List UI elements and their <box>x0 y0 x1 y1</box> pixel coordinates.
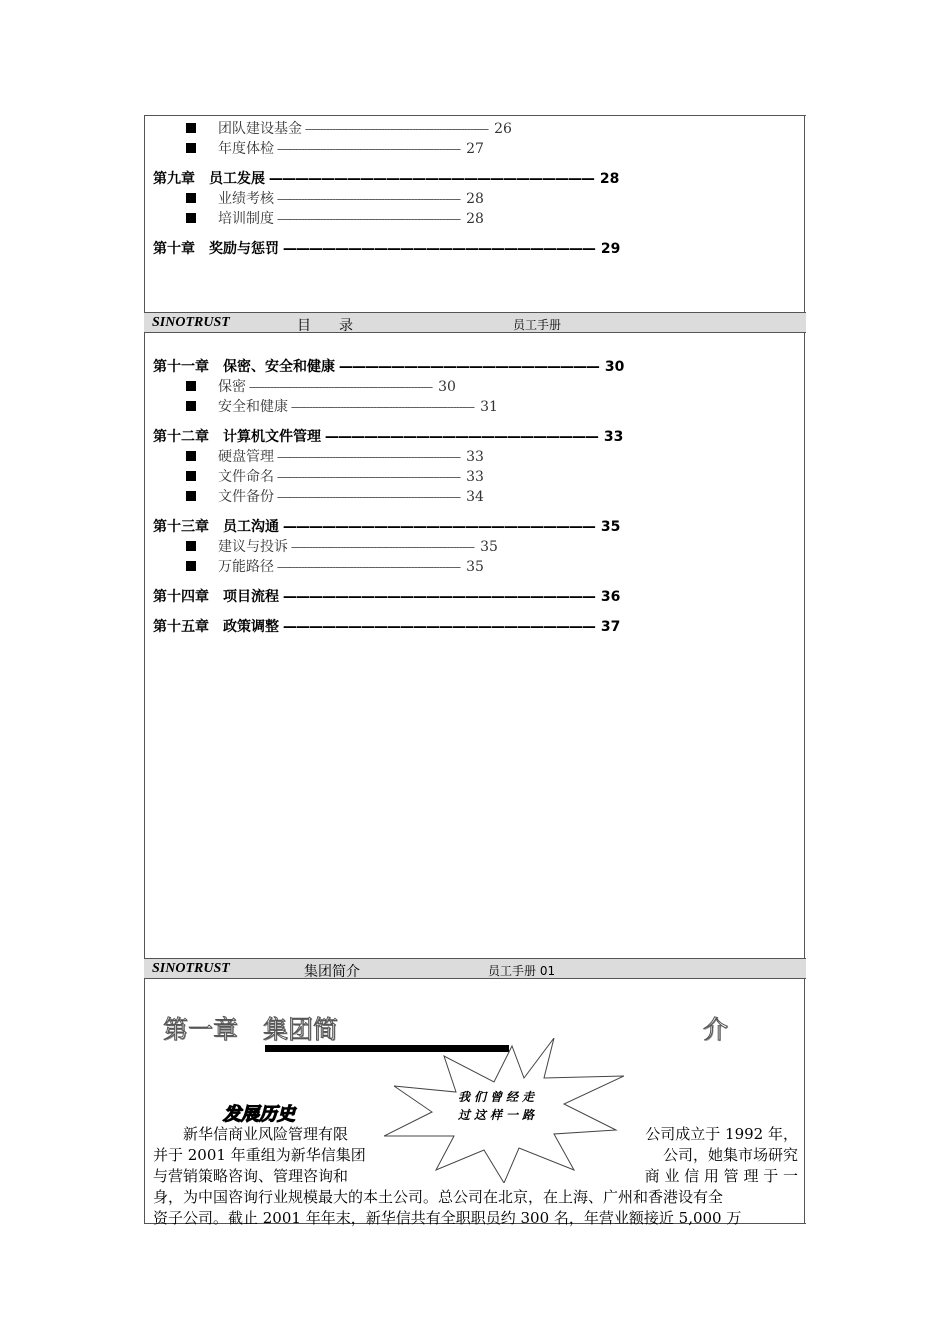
paragraph-text-right: 公司，她集市场研究 <box>662 1146 798 1164</box>
section-label: 目 录 <box>297 318 353 334</box>
square-bullet-icon <box>186 451 196 461</box>
brand-label: SINOTRUST <box>152 961 230 976</box>
page-number: 33 <box>466 469 484 485</box>
page-number: 35 <box>600 519 621 535</box>
paragraph-text: 与营销策略咨询、管理咨询和 <box>153 1167 349 1185</box>
sub-entry-label: 硬盘管理 <box>218 449 274 465</box>
chapter-title: 项目流程 <box>223 589 279 605</box>
toc-chapter-entry[interactable] <box>153 616 653 636</box>
paragraph-text: 身，为中国咨询行业规模最大的本土公司。总公司在北京，在上海、广州和香港设有全 <box>153 1188 724 1206</box>
toc-sub-entry[interactable] <box>186 188 484 208</box>
chapter-title: 员工沟通 <box>223 519 279 535</box>
paragraph-text: 新华信商业风险管理有限 <box>153 1125 349 1143</box>
paragraph-text-right: 公司成立于 1992 年， <box>645 1125 798 1143</box>
page-number: 35 <box>480 539 498 555</box>
chapter-title: 员工发展 <box>209 171 265 187</box>
sub-entry-label: 文件备份 <box>218 489 274 505</box>
chapter-title: 第一章 集团简 <box>163 1015 339 1044</box>
paragraph-text: 并于 2001 年重组为新华信集团 <box>153 1146 366 1164</box>
toc-chapter-entry[interactable] <box>153 168 653 188</box>
page-number: 33 <box>603 429 624 445</box>
sub-entry-label: 培训制度 <box>218 211 274 227</box>
leader-line: ------------------------------------------------------------ <box>288 400 475 414</box>
leader-line: ------------------------------------------------------------ <box>246 380 433 394</box>
chapter-title: 政策调整 <box>223 619 279 635</box>
leader-line: ————————————————————— <box>321 429 598 445</box>
square-bullet-icon <box>186 401 196 411</box>
leader-line: ———————————————————————— <box>279 589 595 605</box>
page-number: 33 <box>466 449 484 465</box>
chapter-title: 计算机文件管理 <box>223 429 321 445</box>
sub-entry-label: 建议与投诉 <box>218 539 288 555</box>
sub-entry-label: 安全和健康 <box>218 399 288 415</box>
square-bullet-icon <box>186 193 196 203</box>
leader-line: ------------------------------------------------------------ <box>274 490 461 504</box>
page-header-toc <box>144 312 806 333</box>
sub-entry-label: 业绩考核 <box>218 191 274 207</box>
chapter-number: 第十五章 <box>153 619 209 635</box>
sub-entry-label: 年度体检 <box>218 141 274 157</box>
paragraph-line <box>153 1208 798 1229</box>
toc-sub-entry[interactable] <box>186 208 484 228</box>
chapter-title-tail: 介 <box>703 1015 729 1044</box>
toc-sub-entry[interactable] <box>186 446 484 466</box>
leader-line: ------------------------------------------------------------ <box>288 540 475 554</box>
sub-entry-label: 保密 <box>218 379 246 395</box>
chapter-title: 保密、安全和健康 <box>223 359 335 375</box>
toc-chapter-entry[interactable] <box>153 586 653 606</box>
toc-chapter-entry[interactable] <box>153 356 653 376</box>
toc-chapter-entry[interactable] <box>153 516 653 536</box>
paragraph-line <box>153 1124 798 1145</box>
toc-sub-entry[interactable] <box>186 376 456 396</box>
toc-sub-entry[interactable] <box>186 486 484 506</box>
page-number: 31 <box>480 399 498 415</box>
square-bullet-icon <box>186 213 196 223</box>
page-header-intro <box>144 958 806 979</box>
leader-line: ------------------------------------------------------------ <box>274 212 461 226</box>
starburst-text: 我们曾经走过这样一路 <box>458 1090 539 1122</box>
chapter-number: 第十一章 <box>153 359 209 375</box>
page-number: 30 <box>438 379 456 395</box>
toc-sub-entry[interactable] <box>186 396 498 416</box>
leader-line: ———————————————————————— <box>279 241 595 257</box>
chapter-number: 第十四章 <box>153 589 209 605</box>
brand-label: SINOTRUST <box>152 315 230 330</box>
chapter-number: 第十三章 <box>153 519 209 535</box>
toc-chapter-entry[interactable] <box>153 426 653 446</box>
chapter-number: 第九章 <box>153 171 195 187</box>
section-heading: 发展历史 <box>223 1104 295 1125</box>
toc-sub-entry[interactable] <box>186 118 512 138</box>
page-number: 29 <box>600 241 621 257</box>
page-number: 28 <box>466 191 484 207</box>
leader-line: ------------------------------------------------------------ <box>274 450 461 464</box>
leader-line: ———————————————————————— <box>279 519 595 535</box>
leader-line: ------------------------------------------------------------ <box>274 192 461 206</box>
paragraph-line <box>153 1145 798 1166</box>
square-bullet-icon <box>186 381 196 391</box>
paragraph-text-right: 商 业 信 用 管 理 于 一 <box>644 1167 798 1185</box>
leader-line: ------------------------------------------------------------ <box>302 122 489 136</box>
page-number: 36 <box>600 589 621 605</box>
sub-entry-label: 团队建设基金 <box>218 121 302 137</box>
page-number: 30 <box>604 359 625 375</box>
square-bullet-icon <box>186 541 196 551</box>
square-bullet-icon <box>186 471 196 481</box>
manual-label: 员工手册 <box>513 318 562 332</box>
square-bullet-icon <box>186 491 196 501</box>
paragraph-text: 资子公司。截止 2001 年年末，新华信共有全职职员约 300 名，年营业额接近 5,000 万 <box>153 1209 742 1227</box>
square-bullet-icon <box>186 123 196 133</box>
toc-chapter-entry[interactable] <box>153 238 653 258</box>
toc-sub-entry[interactable] <box>186 138 484 158</box>
leader-line: ————————————————————————— <box>265 171 594 187</box>
page-number: 37 <box>600 619 621 635</box>
page-number: 28 <box>599 171 620 187</box>
manual-label: 员工手册 01 <box>488 964 556 978</box>
square-bullet-icon <box>186 561 196 571</box>
leader-line: ------------------------------------------------------------ <box>274 470 461 484</box>
chapter-number: 第十章 <box>153 241 195 257</box>
chapter-number: 第十二章 <box>153 429 209 445</box>
page-number: 34 <box>466 489 484 505</box>
page-number: 26 <box>494 121 512 137</box>
page-number: 35 <box>466 559 484 575</box>
paragraph-line <box>153 1166 798 1187</box>
sub-entry-label: 万能路径 <box>218 559 274 575</box>
sub-entry-label: 文件命名 <box>218 469 274 485</box>
leader-line: ------------------------------------------------------------ <box>274 560 461 574</box>
square-bullet-icon <box>186 143 196 153</box>
page-number: 27 <box>466 141 484 157</box>
section-label: 集团简介 <box>304 964 360 980</box>
page-number: 28 <box>466 211 484 227</box>
leader-line: ———————————————————————— <box>279 619 595 635</box>
paragraph-line <box>153 1187 798 1208</box>
toc-sub-entry[interactable] <box>186 536 498 556</box>
toc-sub-entry[interactable] <box>186 556 484 576</box>
chapter-title: 奖励与惩罚 <box>209 241 279 257</box>
leader-line: ———————————————————— <box>335 359 599 375</box>
leader-line: ------------------------------------------------------------ <box>274 142 461 156</box>
toc-sub-entry[interactable] <box>186 466 484 486</box>
